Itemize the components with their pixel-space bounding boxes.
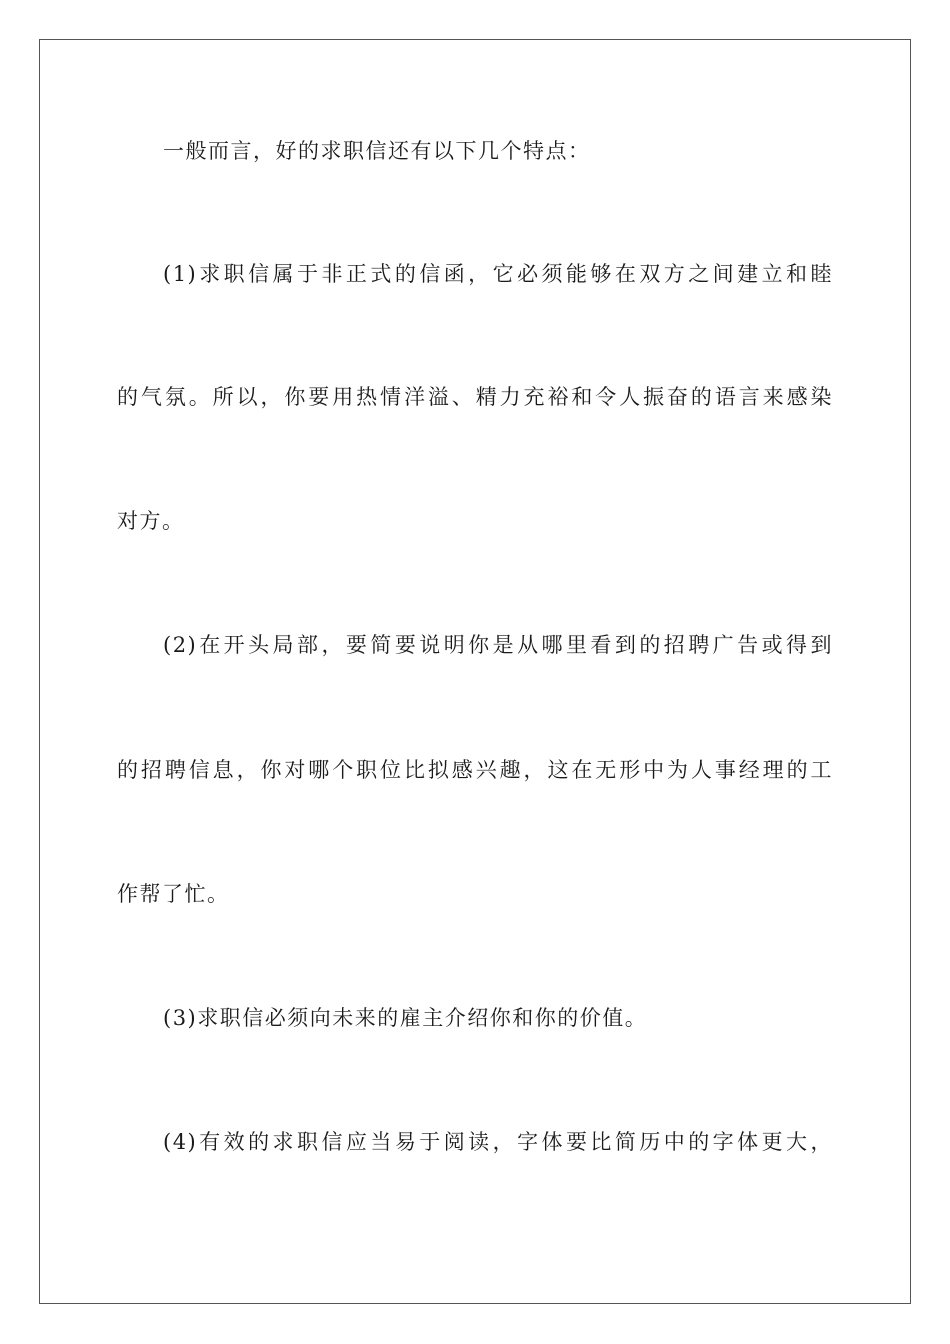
point-1-line-3: 对方。 bbox=[117, 509, 185, 533]
point-2-line-1: (2)在开头局部，要简要说明你是从哪里看到的招聘广告或得到 bbox=[163, 633, 833, 657]
point-2-line-3: 作帮了忙。 bbox=[117, 882, 230, 906]
point-2-line-2: 的招聘信息，你对哪个职位比拟感兴趣，这在无形中为人事经理的工 bbox=[117, 758, 833, 782]
point-4-line-1: (4)有效的求职信应当易于阅读，字体要比简历中的字体更大， bbox=[163, 1130, 833, 1154]
page-border bbox=[39, 39, 911, 1304]
point-1-line-2: 的气氛。所以，你要用热情洋溢、精力充裕和令人振奋的语言来感染 bbox=[117, 385, 833, 409]
point-1-line-1: (1)求职信属于非正式的信函，它必须能够在双方之间建立和睦 bbox=[163, 262, 833, 286]
intro-line: 一般而言，好的求职信还有以下几个特点： bbox=[163, 139, 591, 163]
point-3-line-1: (3)求职信必须向未来的雇主介绍你和你的价值。 bbox=[163, 1006, 648, 1030]
